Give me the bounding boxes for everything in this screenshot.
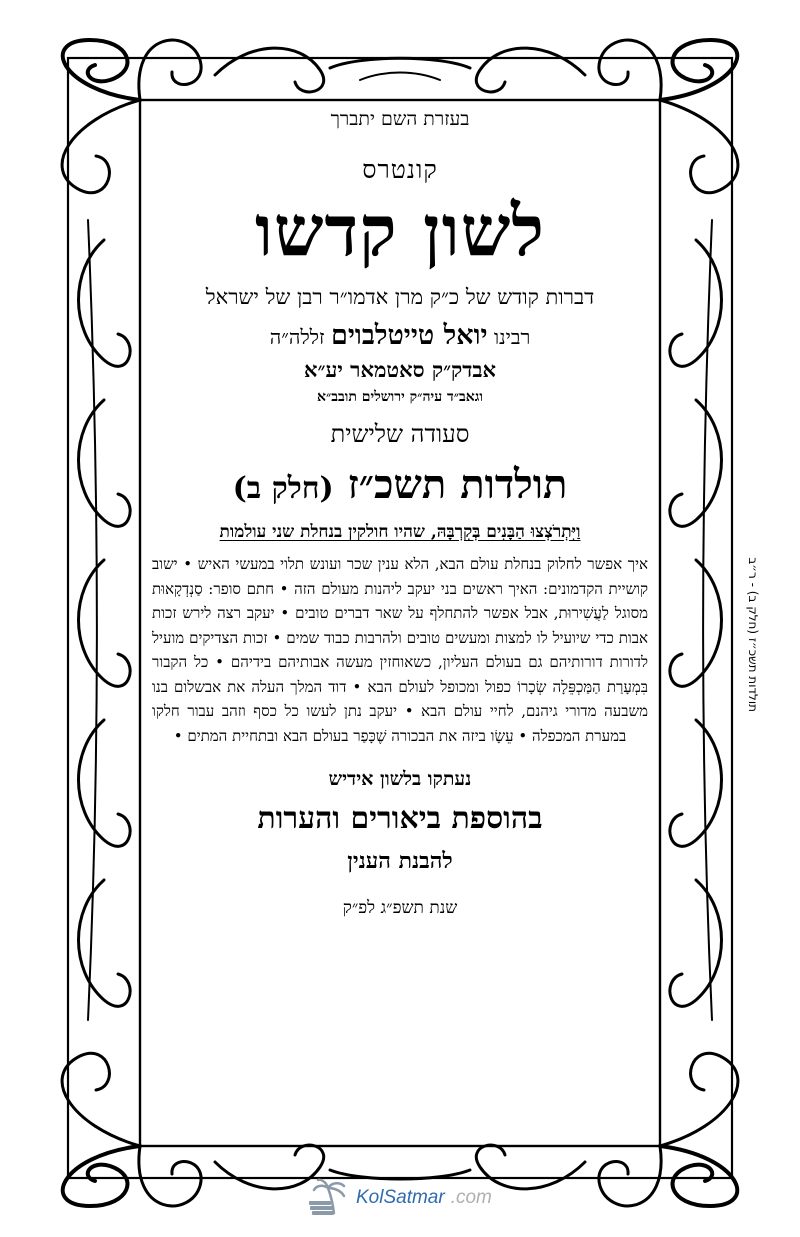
summary-item: יעקב נתן לעשו כל כסף וזהב עבור חלקו במערת המכפלה • xyxy=(152,702,626,745)
kunteres-label: קונטרס xyxy=(362,155,438,184)
summary-item: ישוב קושיית הקדמונים: האיך ראשים בני יעקב ליהנות מעולם הזה • xyxy=(152,555,648,598)
understanding-note: להבנת הענין xyxy=(347,848,453,874)
site-watermark[interactable] xyxy=(306,1178,492,1218)
watermark-brand: KolSatmar xyxy=(356,1187,445,1208)
parsha-title xyxy=(150,461,650,508)
book-title: לשון קדשו xyxy=(254,189,546,272)
parsha-name: תולדות תשכ״ז xyxy=(347,461,568,508)
summary-item: כל הקבור בִּמְעָרַת הַמַּכְפֵּלָה שְׂכָרוֹ כפול ומכופל לעולם הבא • xyxy=(152,653,648,696)
author-prefix: רבינו xyxy=(493,325,531,349)
left-side-flourish xyxy=(79,220,131,1020)
author-name: יואל טייטלבוים xyxy=(330,320,488,351)
title-page-content xyxy=(150,108,650,1138)
topics-summary xyxy=(150,552,650,748)
summary-item: חתם סופר: סַנְדְקָאוּת מסוגל לַעֲשִׁירוּת, אבל אפשר להתחלף על שאר דברים טובים • xyxy=(152,580,648,623)
translation-note: נעתקו בלשון אידיש xyxy=(328,768,472,790)
verse-heading: וַיִּתְרֹצְצוּ הַבָּנִים בְּקִרְבָּהּ, שהיו חולקין בנחלת שני עולמות xyxy=(219,522,581,542)
summary-item: איך אפשר לחלוק בנחלת עולם הבא, הלא ענין שכר ועונש תלוי במעשי האיש • xyxy=(178,555,648,573)
summary-item: יעקב רצה לירש זכות אבות כדי שיועיל לו למצות ומעשים טובים ולהרבות כבוד שמים • xyxy=(152,604,648,647)
publication-year: שנת תשפ״ג לפ״ק xyxy=(342,898,458,918)
summary-item: עֵשָׂו ביזה את הבכורה שֶׁכָּפַר בעולם הבא ובתחיית המתים • xyxy=(174,727,514,745)
parsha-part: (חלק ב) xyxy=(232,471,334,506)
palm-tree-books-icon xyxy=(306,1178,350,1218)
summary-item: זכות הצדיקים מועיל לדורות דורותיהם גם בעולם העליון, כשאוחזין מעשה אבותיהם בידיהם • xyxy=(152,629,648,672)
author-line-3: אבדק״ק סאטמאר יע״א xyxy=(304,357,496,382)
occasion-seuda: סעודה שלישית xyxy=(330,420,470,448)
summary-item: דוד המלך העלה את אבשלום בנו משבעה מדורי גיהנם, לחיי עולם הבא • xyxy=(152,678,648,721)
blessing-header: בעזרת השם יתברך xyxy=(330,108,470,130)
author-line-4: וגאב״ד עיה״ק ירושלים תובב״א xyxy=(317,389,483,405)
author-line-1: דברות קודש של כ״ק מרן אדמו״ר רבן של ישראל xyxy=(205,285,595,309)
author-line-2 xyxy=(150,320,650,351)
margin-running-head: תולדות תשכ״ז (חלק ב) - ר״ב xyxy=(746,557,760,712)
author-suffix: זללה״ה xyxy=(269,325,325,349)
top-edge-flourish xyxy=(215,48,585,92)
right-side-flourish xyxy=(670,220,722,1020)
watermark-suffix: .com xyxy=(450,1187,492,1208)
additions-note: בהוספת ביאורים והערות xyxy=(257,801,543,836)
